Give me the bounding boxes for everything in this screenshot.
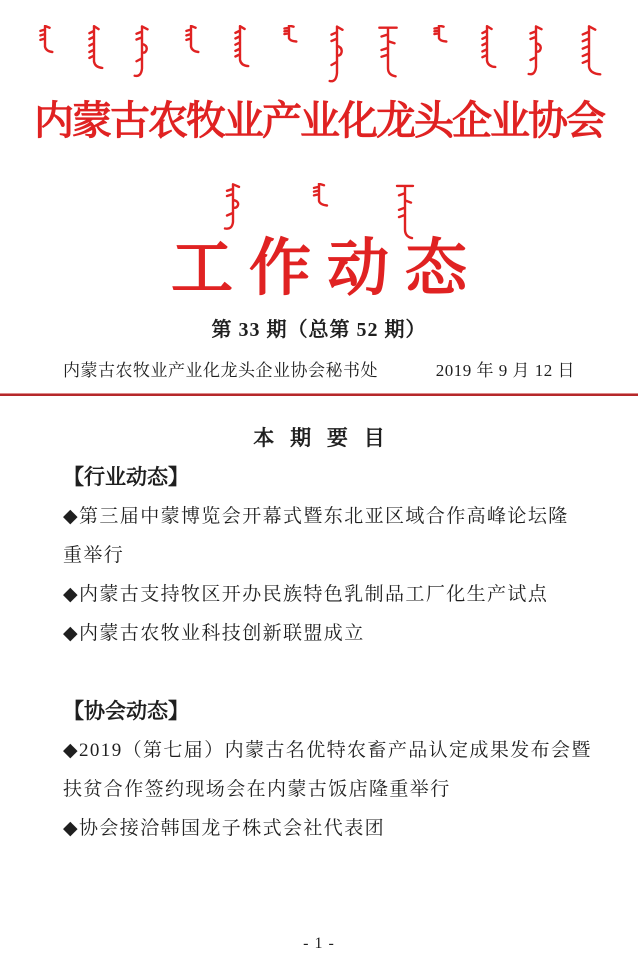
mongolian-word-icon — [574, 25, 604, 79]
mongolian-word-icon — [375, 25, 401, 79]
publisher-row — [63, 360, 575, 382]
mongolian-word-icon — [221, 183, 245, 235]
mongolian-word-icon — [229, 25, 251, 70]
toc-item: ◆协会接洽韩国龙子株式会社代表团 — [63, 818, 386, 839]
toc-item: ◆第三届中蒙博览会开幕式暨东北亚区域合作高峰论坛隆 — [63, 506, 569, 527]
bulletin-title: 工作动态 — [170, 235, 483, 303]
toc-section-title: 【协会动态】 — [63, 700, 189, 723]
page-number: - 1 - — [303, 935, 335, 952]
org-title: 内蒙古农牧业产业化龙头企业协会 — [34, 98, 604, 143]
mongolian-word-icon — [393, 183, 417, 241]
toc-item-continuation: 重举行 — [63, 545, 125, 566]
toc-item: ◆内蒙古农牧业科技创新联盟成立 — [63, 623, 365, 644]
masthead — [0, 25, 638, 382]
mongolian-script-row-top — [34, 25, 604, 95]
toc-section-industry — [63, 458, 575, 653]
issue-date: 2019 年 9 月 12 日 — [435, 361, 575, 380]
publisher-name: 内蒙古农牧业产业化龙头企业协会秘书处 — [63, 361, 378, 380]
toc-item: ◆2019（第七届）内蒙古名优特农畜产品认定成果发布会暨 — [63, 740, 592, 761]
divider-rule — [0, 393, 638, 396]
toc-section-association — [63, 692, 592, 848]
mongolian-word-icon — [307, 183, 331, 213]
mongolian-word-icon — [278, 25, 300, 47]
mongolian-word-icon — [428, 25, 450, 47]
toc-heading: 本 期 要 目 — [253, 427, 390, 450]
toc — [0, 419, 638, 848]
issue-number: 第 33 期（总第 52 期） — [211, 319, 427, 341]
mongolian-word-icon — [525, 25, 547, 81]
mongolian-word-icon — [476, 25, 498, 71]
mongolian-word-icon — [34, 25, 56, 61]
toc-item-continuation: 扶贫合作签约现场会在内蒙古饭店隆重举行 — [63, 779, 451, 800]
mongolian-word-icon — [180, 25, 202, 61]
toc-section-title: 【行业动态】 — [63, 466, 189, 489]
toc-item: ◆内蒙古支持牧区开办民族特色乳制品工厂化生产试点 — [63, 584, 549, 605]
mongolian-word-icon — [83, 25, 105, 72]
mongolian-script-row-mid — [0, 183, 638, 241]
mongolian-word-icon — [326, 25, 348, 89]
mongolian-word-icon — [131, 25, 153, 83]
